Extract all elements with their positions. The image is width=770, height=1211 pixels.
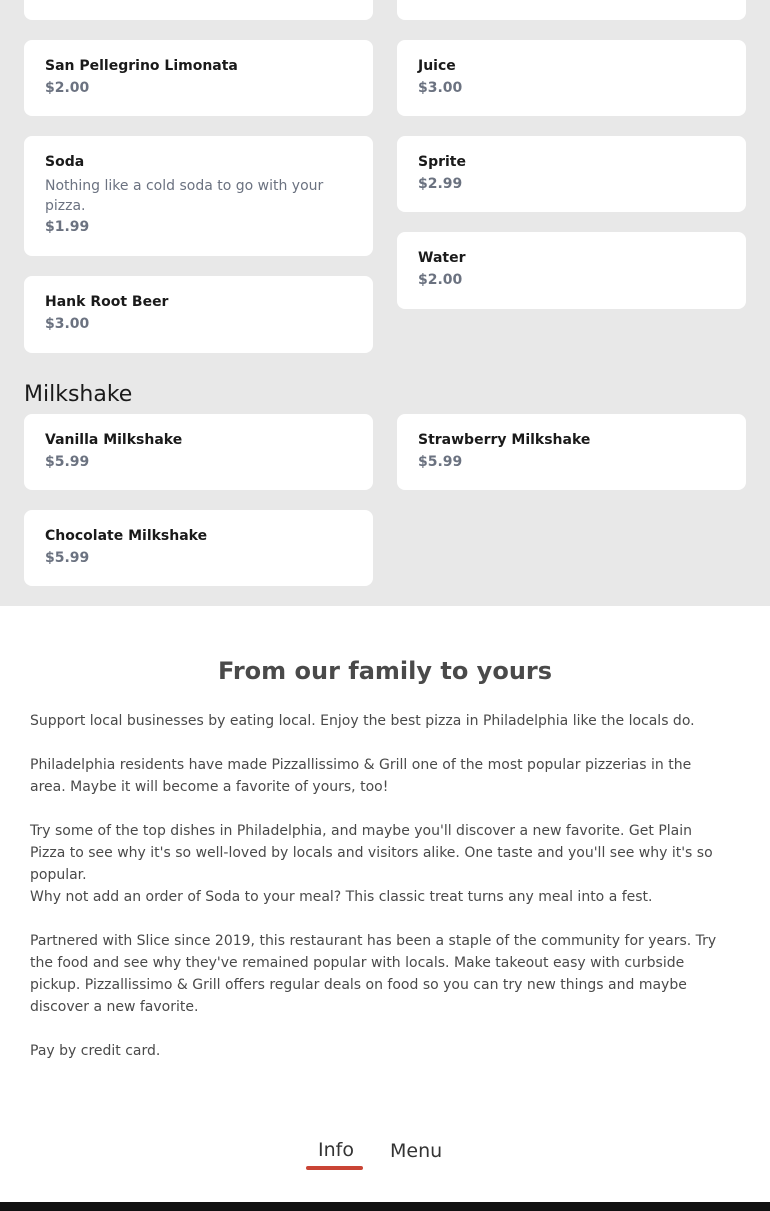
info-paragraph: Why not add an order of Soda to your meal? This classic treat turns any meal into a fest.: [30, 889, 653, 905]
tab-bar: [0, 1136, 770, 1176]
info-paragraph: Philadelphia residents have made Pizzallissimo & Grill one of the most popular pizzerias in the area. Maybe it will become a favorite of yours, too!: [30, 757, 692, 795]
item-name: Juice: [418, 58, 456, 74]
item-description: Nothing like a cold soda to go with your pizza.: [45, 178, 324, 214]
item-price: $1.99: [45, 219, 90, 235]
tab-menu[interactable]: Menu: [390, 1140, 443, 1162]
menu-item-card[interactable]: [24, 276, 373, 353]
info-paragraph: Pay by credit card.: [30, 1043, 161, 1059]
item-price: $2.99: [418, 176, 463, 192]
item-price: $3.00: [45, 316, 90, 332]
item-name: Strawberry Milkshake: [418, 432, 591, 448]
menu-item-card-partial[interactable]: [397, 0, 746, 20]
menu-item-card[interactable]: [24, 40, 373, 116]
menu-item-card[interactable]: [397, 40, 746, 116]
item-name: Sprite: [418, 154, 466, 170]
tab-info[interactable]: Info: [318, 1139, 354, 1161]
menu-item-card[interactable]: [24, 136, 373, 256]
info-paragraph: Try some of the top dishes in Philadelphia, and maybe you'll discover a new favorite. Get Plain Pizza to see why it's so well-loved by locals and visitors alike. One taste and you'll see why it's so popular.: [30, 823, 713, 883]
item-name: San Pellegrino Limonata: [45, 58, 238, 74]
footer-bar: [0, 1202, 770, 1211]
active-tab-indicator: [306, 1166, 363, 1170]
item-name: Vanilla Milkshake: [45, 432, 183, 448]
menu-item-card[interactable]: [24, 414, 373, 490]
info-title: From our family to yours: [217, 657, 553, 685]
section-title-milkshake: Milkshake: [24, 382, 133, 407]
item-name: Chocolate Milkshake: [45, 528, 208, 544]
menu-item-card-partial[interactable]: [24, 0, 373, 20]
item-price: $2.00: [45, 80, 90, 96]
item-price: $5.99: [418, 454, 463, 470]
item-price: $5.99: [45, 454, 90, 470]
info-section: [0, 606, 770, 1202]
menu-item-card[interactable]: [397, 232, 746, 309]
menu-item-card[interactable]: [397, 136, 746, 212]
item-name: Soda: [45, 154, 85, 170]
item-name: Water: [418, 250, 466, 266]
menu-item-card[interactable]: [24, 510, 373, 586]
item-name: Hank Root Beer: [45, 294, 169, 310]
info-paragraph: Support local businesses by eating local. Enjoy the best pizza in Philadelphia like the locals do.: [30, 713, 695, 729]
menu-item-card[interactable]: [397, 414, 746, 490]
item-price: $5.99: [45, 550, 90, 566]
item-price: $2.00: [418, 272, 463, 288]
item-price: $3.00: [418, 80, 463, 96]
info-paragraph: Partnered with Slice since 2019, this restaurant has been a staple of the community for years. Try the food and see why they've remained popular with locals. Make takeout easy with curbside pickup. Pizzallissimo & Grill offers regular deals on food so you can try new things and maybe discover a new favorite.: [30, 933, 717, 1015]
